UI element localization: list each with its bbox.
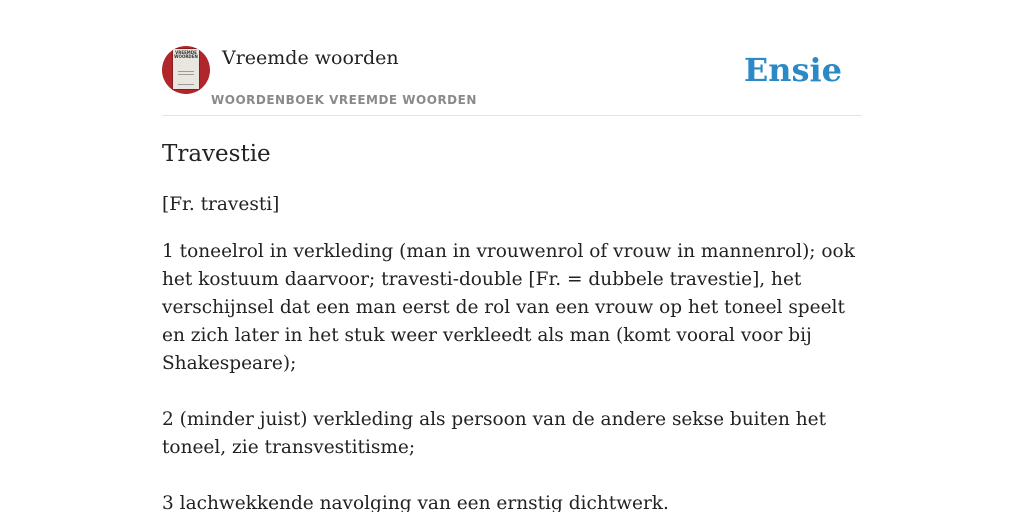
entry-definition-3: 3 lachwekkende navolging van een ernstig dichtwerk. (162, 493, 669, 512)
ensie-logo-link[interactable]: Ensie (743, 51, 842, 89)
site-header (162, 46, 862, 116)
avatar[interactable] (162, 46, 210, 94)
site-subtitle: WOORDENBOEK VREEMDE WOORDEN (211, 93, 477, 107)
entry-content (162, 138, 862, 512)
entry-definition-1: 1 toneelrol in verkleding (man in vrouwenrol of vrouw in mannenrol); ook het kostuum daarvoor; travesti-double [Fr. = dubbele travestie], het verschijnsel dat een man eerst de rol van een vrouw op het toneel speelt en zich later in het stuk weer verkleedt als man (komt vooral voor bij Shakespeare); (162, 241, 855, 374)
book-cover-image (173, 49, 199, 89)
entry-definition-2: 2 (minder juist) verkleding als persoon van de andere sekse buiten het toneel, zie transvestitisme; (162, 409, 827, 458)
book-cover-line (178, 71, 194, 72)
book-cover-title: VREEMDE WOORDEN (174, 50, 198, 59)
entry-etymology: [Fr. travesti] (162, 194, 280, 215)
book-cover-line (178, 74, 194, 75)
site-title-link[interactable]: Vreemde woorden (222, 47, 399, 69)
book-cover-line (178, 84, 194, 85)
entry-title: Travestie (162, 141, 271, 167)
